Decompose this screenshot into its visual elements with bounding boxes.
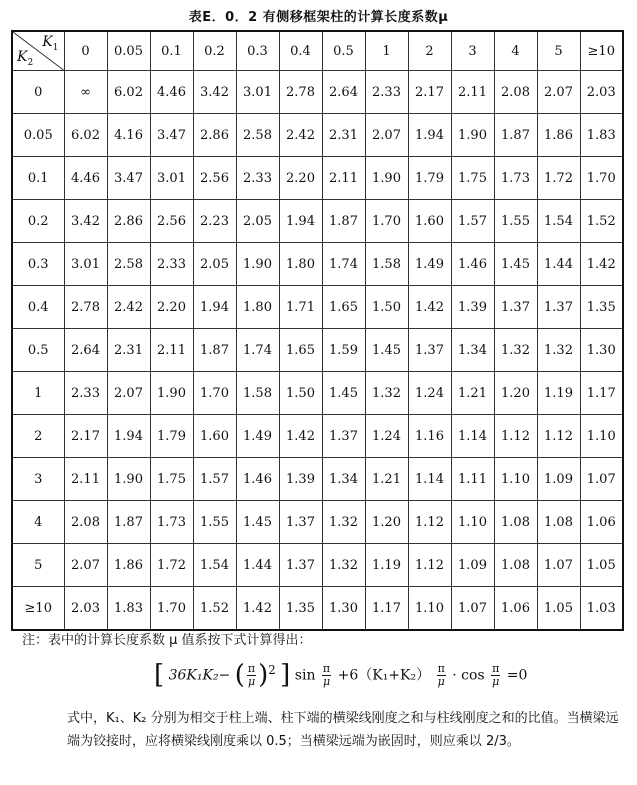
column-header: 0.05 <box>107 31 150 71</box>
table-cell: 1.12 <box>494 415 537 458</box>
table-cell: 1.79 <box>408 157 451 200</box>
row-header: 1 <box>12 372 64 415</box>
table-cell: 1.42 <box>408 286 451 329</box>
table-cell: 1.30 <box>322 587 365 631</box>
k1-label: $K_1$ <box>42 34 59 53</box>
table-cell: 1.08 <box>494 544 537 587</box>
fraction-pi-mu-3: $\frac{\pi}{\mu}$ <box>437 662 445 689</box>
table-cell: 2.11 <box>150 329 193 372</box>
row-header: 0.3 <box>12 243 64 286</box>
table-cell: 1.70 <box>580 157 623 200</box>
formula <box>154 659 528 691</box>
table-cell: 1.87 <box>494 114 537 157</box>
table-cell: 1.07 <box>537 544 580 587</box>
table-cell: 1.14 <box>451 415 494 458</box>
table-cell: 1.09 <box>537 458 580 501</box>
table-cell: 1.49 <box>408 243 451 286</box>
left-bracket: [ <box>154 660 165 691</box>
table-cell: 1.12 <box>537 415 580 458</box>
table-cell: 1.35 <box>279 587 322 631</box>
note-explanation: 式中，K₁、K₂ 分别为相交于柱上端、柱下端的横梁线刚度之和与柱线刚度之和的比值。当横梁远端为铰接时，应将横梁线刚度乘以 0.5；当横梁远端为嵌固时，则应乘以 2/3。 <box>67 711 619 749</box>
table-body <box>12 71 623 631</box>
table-cell: 1.45 <box>322 372 365 415</box>
table-cell: 2.07 <box>537 71 580 114</box>
row-header: 3 <box>12 458 64 501</box>
table-row <box>12 587 623 631</box>
table-cell: 2.42 <box>279 114 322 157</box>
table-cell: 2.56 <box>150 200 193 243</box>
table-cell: 1.94 <box>107 415 150 458</box>
row-header: 0.1 <box>12 157 64 200</box>
formula-term1: 36K₁K₂− <box>168 667 231 684</box>
table-cell: 1.54 <box>537 200 580 243</box>
table-cell: 2.78 <box>279 71 322 114</box>
table-cell: 3.42 <box>64 200 107 243</box>
table-cell: 1.21 <box>451 372 494 415</box>
table-cell: 3.47 <box>107 157 150 200</box>
table-cell: 1.24 <box>365 415 408 458</box>
table-cell: 2.31 <box>322 114 365 157</box>
table-cell: 2.08 <box>64 501 107 544</box>
row-header: 2 <box>12 415 64 458</box>
table-cell: 1.03 <box>580 587 623 631</box>
table-cell: 2.64 <box>322 71 365 114</box>
fraction-pi-mu-2: $\frac{\pi}{\mu}$ <box>322 662 331 689</box>
table-cell: 1.10 <box>408 587 451 631</box>
table-cell: 1.30 <box>580 329 623 372</box>
table-cell: 1.37 <box>537 286 580 329</box>
table-cell: 1.44 <box>537 243 580 286</box>
row-header: 0.2 <box>12 200 64 243</box>
table-cell: 1.52 <box>580 200 623 243</box>
table-cell: 1.07 <box>580 458 623 501</box>
table-cell: 2.03 <box>64 587 107 631</box>
column-header: 0.2 <box>193 31 236 71</box>
table-cell: 1.58 <box>236 372 279 415</box>
table-row <box>12 114 623 157</box>
table-cell: 2.05 <box>193 243 236 286</box>
table-cell: 1.39 <box>451 286 494 329</box>
column-header: 0.5 <box>322 31 365 71</box>
table-cell: 1.45 <box>236 501 279 544</box>
table-cell: 2.17 <box>408 71 451 114</box>
table-cell: 1.05 <box>537 587 580 631</box>
cos-label: cos <box>461 667 485 684</box>
table-row <box>12 372 623 415</box>
table-cell: 1.32 <box>365 372 408 415</box>
table-cell: 1.52 <box>193 587 236 631</box>
table-cell: 1.21 <box>365 458 408 501</box>
table-cell: 1.34 <box>451 329 494 372</box>
table-cell: 1.65 <box>322 286 365 329</box>
table-cell: 6.02 <box>64 114 107 157</box>
row-header: 0.5 <box>12 329 64 372</box>
table-cell: 1.42 <box>279 415 322 458</box>
table-cell: 1.06 <box>494 587 537 631</box>
table-cell: 1.80 <box>279 243 322 286</box>
table-cell: 1.49 <box>236 415 279 458</box>
table-row <box>12 71 623 114</box>
table-cell: 1.37 <box>408 329 451 372</box>
table-cell: 1.45 <box>494 243 537 286</box>
table-cell: 1.20 <box>365 501 408 544</box>
table-cell: 1.94 <box>193 286 236 329</box>
right-paren: ) <box>258 660 269 691</box>
column-header: 0.3 <box>236 31 279 71</box>
fraction-pi-mu-1: $\frac{\pi}{\mu}$ <box>247 662 256 689</box>
table-cell: 2.33 <box>365 71 408 114</box>
table-cell: 2.33 <box>150 243 193 286</box>
table-cell: 3.01 <box>64 243 107 286</box>
table-cell: 2.20 <box>279 157 322 200</box>
table-cell: 3.01 <box>236 71 279 114</box>
table-cell: 1.35 <box>580 286 623 329</box>
table-cell: 1.72 <box>150 544 193 587</box>
table-cell: 1.94 <box>279 200 322 243</box>
table-cell: 1.37 <box>494 286 537 329</box>
table-cell: 1.80 <box>236 286 279 329</box>
table-cell: 1.20 <box>494 372 537 415</box>
table-cell: 1.58 <box>365 243 408 286</box>
table-cell: 2.23 <box>193 200 236 243</box>
fraction-pi-mu-4: $\frac{\pi}{\mu}$ <box>492 662 500 689</box>
table-cell: 1.87 <box>193 329 236 372</box>
table-cell: 1.75 <box>451 157 494 200</box>
table-cell: 1.87 <box>107 501 150 544</box>
table-cell: 1.94 <box>408 114 451 157</box>
coefficient-table <box>11 30 624 631</box>
dot-operator: · <box>452 667 457 684</box>
table-cell: 1.08 <box>494 501 537 544</box>
table-cell: 1.32 <box>537 329 580 372</box>
table-cell: 1.06 <box>580 501 623 544</box>
table-cell: 1.10 <box>451 501 494 544</box>
table-cell: 1.12 <box>408 501 451 544</box>
table-cell: 1.90 <box>451 114 494 157</box>
table-cell: 2.07 <box>107 372 150 415</box>
table-cell: 3.47 <box>150 114 193 157</box>
column-header: 3 <box>451 31 494 71</box>
table-cell: 1.70 <box>150 587 193 631</box>
table-cell: 1.79 <box>150 415 193 458</box>
header-row <box>12 31 623 71</box>
table-cell: 2.20 <box>150 286 193 329</box>
table-cell: 2.11 <box>322 157 365 200</box>
table-row <box>12 286 623 329</box>
table-cell: 1.46 <box>236 458 279 501</box>
table-cell: ∞ <box>64 71 107 114</box>
table-cell: 1.60 <box>193 415 236 458</box>
table-cell: 1.65 <box>279 329 322 372</box>
column-header: ≥10 <box>580 31 623 71</box>
table-cell: 2.05 <box>236 200 279 243</box>
table-row <box>12 329 623 372</box>
table-cell: 1.37 <box>279 544 322 587</box>
table-cell: 2.33 <box>64 372 107 415</box>
table-cell: 2.07 <box>64 544 107 587</box>
table-cell: 1.45 <box>365 329 408 372</box>
table-cell: 2.33 <box>236 157 279 200</box>
table-cell: 1.72 <box>537 157 580 200</box>
table-cell: 1.11 <box>451 458 494 501</box>
column-header: 0 <box>64 31 107 71</box>
table-cell: 1.70 <box>193 372 236 415</box>
column-header: 0.4 <box>279 31 322 71</box>
table-cell: 1.83 <box>580 114 623 157</box>
table-cell: 1.57 <box>193 458 236 501</box>
column-header: 5 <box>537 31 580 71</box>
table-cell: 1.24 <box>408 372 451 415</box>
table-cell: 1.32 <box>322 544 365 587</box>
table-cell: 2.58 <box>236 114 279 157</box>
column-header: 0.1 <box>150 31 193 71</box>
table-cell: 6.02 <box>107 71 150 114</box>
table-cell: 1.70 <box>365 200 408 243</box>
table-cell: 1.32 <box>494 329 537 372</box>
table-cell: 2.11 <box>64 458 107 501</box>
table-cell: 2.64 <box>64 329 107 372</box>
table-cell: 1.32 <box>322 501 365 544</box>
table-cell: 1.50 <box>279 372 322 415</box>
table-cell: 1.34 <box>322 458 365 501</box>
table-cell: 1.83 <box>107 587 150 631</box>
table-cell: 1.17 <box>365 587 408 631</box>
table-row <box>12 501 623 544</box>
table-cell: 1.46 <box>451 243 494 286</box>
table-row <box>12 458 623 501</box>
table-cell: 2.58 <box>107 243 150 286</box>
table-cell: 1.39 <box>279 458 322 501</box>
row-header: ≥10 <box>12 587 64 631</box>
right-bracket: ] <box>280 660 291 691</box>
table-cell: 1.07 <box>451 587 494 631</box>
row-header: 4 <box>12 501 64 544</box>
table-cell: 2.11 <box>451 71 494 114</box>
table-cell: 1.42 <box>236 587 279 631</box>
table-cell: 1.05 <box>580 544 623 587</box>
table-cell: 2.31 <box>107 329 150 372</box>
corner-cell <box>12 31 64 71</box>
table-cell: 1.37 <box>279 501 322 544</box>
column-header: 2 <box>408 31 451 71</box>
table-cell: 1.44 <box>236 544 279 587</box>
table-title: 表E．0．2 有侧移框架柱的计算长度系数μ <box>188 10 449 25</box>
sin-label: sin <box>294 667 316 684</box>
table-cell: 1.17 <box>580 372 623 415</box>
table-row <box>12 544 623 587</box>
left-paren: ( <box>234 660 245 691</box>
table-cell: 1.60 <box>408 200 451 243</box>
table-cell: 1.10 <box>580 415 623 458</box>
table-cell: 1.59 <box>322 329 365 372</box>
table-cell: 1.73 <box>150 501 193 544</box>
table-cell: 1.90 <box>365 157 408 200</box>
table-cell: 1.37 <box>322 415 365 458</box>
table-row <box>12 200 623 243</box>
table-cell: 1.90 <box>150 372 193 415</box>
table-cell: 2.07 <box>365 114 408 157</box>
column-header: 1 <box>365 31 408 71</box>
table-cell: 1.50 <box>365 286 408 329</box>
table-cell: 1.75 <box>150 458 193 501</box>
table-cell: 1.42 <box>580 243 623 286</box>
table-cell: 1.73 <box>494 157 537 200</box>
table-cell: 2.42 <box>107 286 150 329</box>
equals-zero: =0 <box>506 667 528 684</box>
table-cell: 1.90 <box>107 458 150 501</box>
table-cell: 1.87 <box>322 200 365 243</box>
table-cell: 1.74 <box>236 329 279 372</box>
table-cell: 1.09 <box>451 544 494 587</box>
exponent: 2 <box>268 663 276 677</box>
table-cell: 1.54 <box>193 544 236 587</box>
table-cell: 1.90 <box>236 243 279 286</box>
table-cell: 2.78 <box>64 286 107 329</box>
table-cell: 4.46 <box>150 71 193 114</box>
table-cell: 4.46 <box>64 157 107 200</box>
table-cell: 2.08 <box>494 71 537 114</box>
table-cell: 2.86 <box>193 114 236 157</box>
table-cell: 3.01 <box>150 157 193 200</box>
table-cell: 2.03 <box>580 71 623 114</box>
table-cell: 1.55 <box>494 200 537 243</box>
table-cell: 1.74 <box>322 243 365 286</box>
row-header: 0.05 <box>12 114 64 157</box>
table-row <box>12 157 623 200</box>
table-cell: 1.08 <box>537 501 580 544</box>
row-header: 0 <box>12 71 64 114</box>
table-cell: 1.12 <box>408 544 451 587</box>
table-cell: 2.86 <box>107 200 150 243</box>
table-cell: 1.10 <box>494 458 537 501</box>
row-header: 0.4 <box>12 286 64 329</box>
table-cell: 1.19 <box>537 372 580 415</box>
table-cell: 2.56 <box>193 157 236 200</box>
table-cell: 1.86 <box>537 114 580 157</box>
table-cell: 1.71 <box>279 286 322 329</box>
table-row <box>12 415 623 458</box>
table-cell: 1.57 <box>451 200 494 243</box>
table-cell: 1.14 <box>408 458 451 501</box>
table-row <box>12 243 623 286</box>
formula-term2: +6（K₁+K₂） <box>337 667 431 684</box>
table-cell: 1.55 <box>193 501 236 544</box>
table-cell: 2.17 <box>64 415 107 458</box>
table-cell: 4.16 <box>107 114 150 157</box>
table-cell: 1.19 <box>365 544 408 587</box>
table-cell: 1.86 <box>107 544 150 587</box>
row-header: 5 <box>12 544 64 587</box>
table-cell: 1.16 <box>408 415 451 458</box>
note-intro: 注：表中的计算长度系数 μ 值系按下式计算得出： <box>22 633 312 648</box>
column-header: 4 <box>494 31 537 71</box>
table-cell: 3.42 <box>193 71 236 114</box>
k2-label: $K_2$ <box>17 49 34 68</box>
